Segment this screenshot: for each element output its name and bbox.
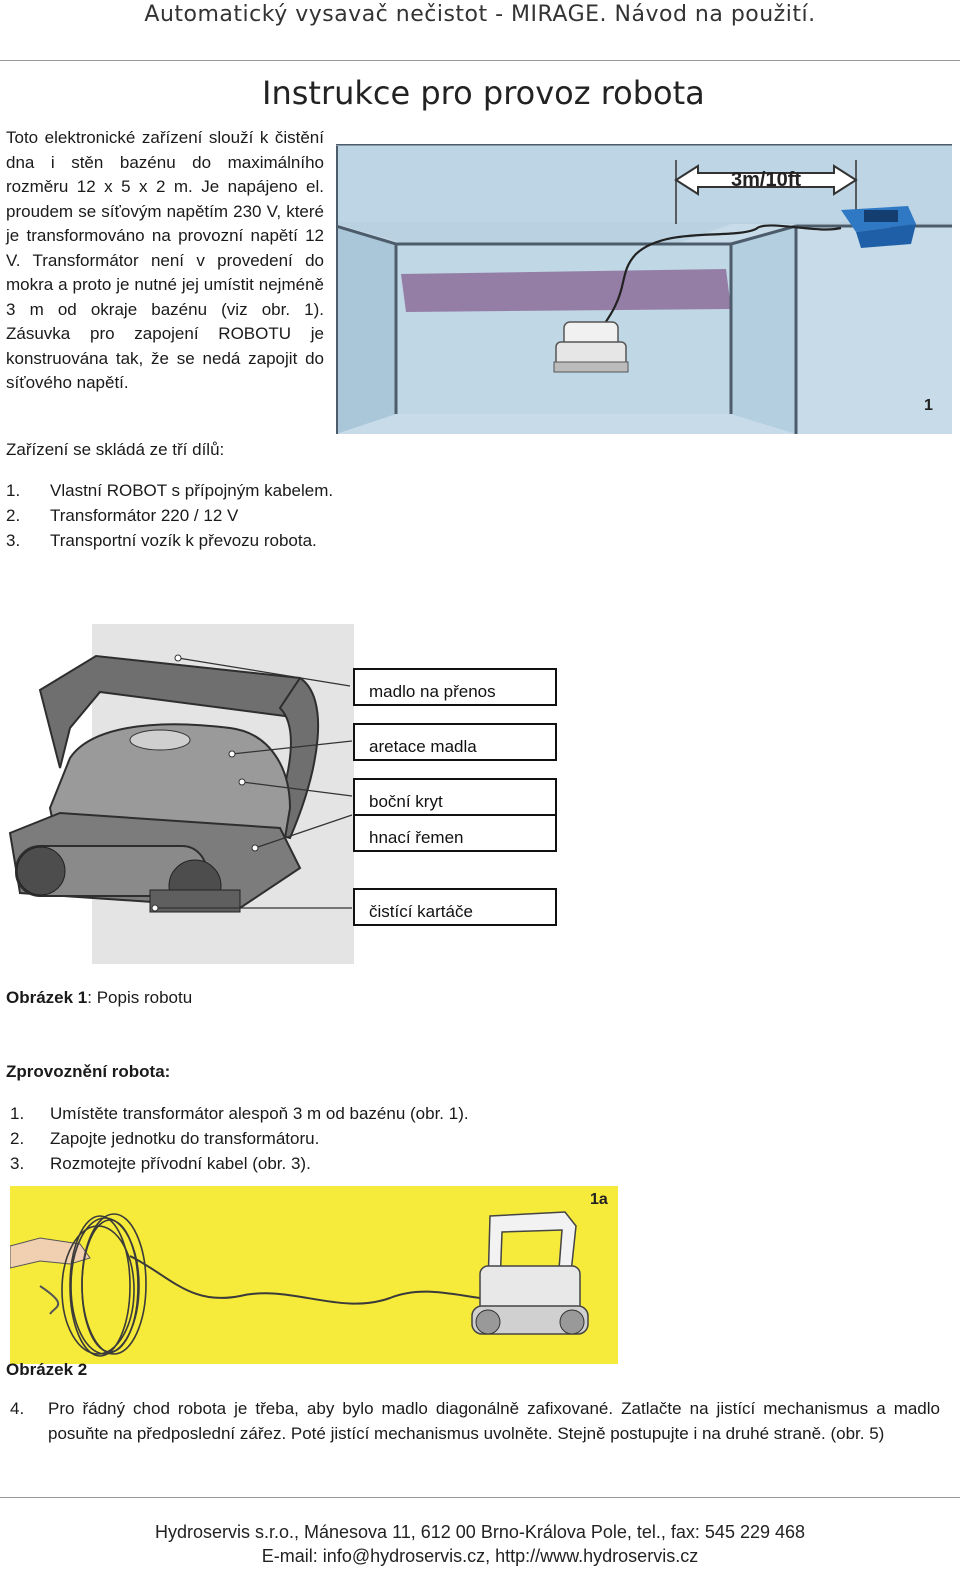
list-number: 4. (10, 1399, 25, 1418)
footer-address: Hydroservis s.r.o., Mánesova 11, 612 00 Brno-Králova Pole, tel., fax: 545 229 468 (154, 1522, 806, 1542)
list-text: Transformátor 220 / 12 V (50, 506, 239, 525)
list-number: 2. (10, 1129, 25, 1148)
label-text: aretace madla (369, 737, 477, 756)
intro-paragraph: Toto elektronické zařízení slouží k čistění dna i stěn bazénu do maximálního rozměru 12 x 5 x 2 m. Je napájeno el. proudem se síťovým napětím 230 V, které je transformováno na provozní napětí 12 V. Transformátor není v provedení do mokra a proto je nutné jej umístit nejméně 3 m od okraje bazénu (viz obr. 1). Zásuvka pro zapojení ROBOTU je konstruována tak, že se nedá zapojit do síťového napětí. (6, 128, 324, 392)
list-number: 2. (6, 506, 21, 525)
parts-heading: Zařízení se skládá ze tří dílů: (6, 440, 225, 459)
header-divider (0, 60, 960, 61)
step-4 (10, 1396, 940, 1446)
footer-contact: E-mail: info@hydroservis.cz, http://www.hydroservis.cz (261, 1546, 699, 1566)
list-item (6, 528, 426, 553)
parts-list (6, 478, 426, 553)
robot-icon (472, 1212, 588, 1334)
label-handle-lock (353, 723, 557, 761)
list-item (10, 1101, 570, 1126)
list-text: Umístěte transformátor alespoň 3 m od bazénu (obr. 1). (50, 1104, 469, 1123)
setup-list (10, 1101, 570, 1176)
list-number: 3. (6, 531, 21, 550)
label-cleaning-brushes (353, 888, 557, 926)
list-number: 1. (10, 1104, 25, 1123)
cable-illustration (10, 1186, 618, 1364)
list-number: 1. (6, 481, 21, 500)
section-title: Instrukce pro provoz robota (262, 74, 705, 112)
list-item (6, 478, 426, 503)
figure-caption-2: Obrázek 2 (6, 1360, 88, 1379)
document-header-title: Automatický vysavač nečistot - MIRAGE. Návod na použití. (144, 2, 816, 27)
list-text: Transportní vozík k převozu robota. (50, 531, 317, 550)
pool-water-surface (401, 269, 731, 312)
figure-number: 1 (924, 397, 933, 414)
caption-label: Obrázek 1 (6, 988, 88, 1007)
figure-caption-1 (6, 988, 192, 1008)
list-text: Pro řádný chod robota je třeba, aby bylo madlo diagonálně zafixované. Zatlačte na jistící mechanismus a madlo posuňte na předposlední zářez. Poté jistící mechanismus uvolněte. Stejně postupujte i na druhé straně. (obr. 5) (48, 1399, 940, 1443)
distance-label: 3m/10ft (730, 169, 802, 191)
list-item (10, 1151, 570, 1176)
list-number: 3. (10, 1154, 25, 1173)
label-text: hnací řemen (369, 828, 464, 847)
setup-heading: Zprovoznění robota: (6, 1062, 171, 1081)
label-text: čistící kartáče (369, 902, 473, 921)
label-side-cover (353, 778, 557, 816)
label-text: boční kryt (369, 792, 443, 811)
figure-number: 1a (590, 1191, 608, 1208)
list-item (10, 1126, 570, 1151)
list-item (6, 503, 426, 528)
label-drive-belt (353, 814, 557, 852)
label-text: madlo na přenos (369, 682, 496, 701)
robot-in-pool-icon (554, 322, 628, 372)
list-text: Zapojte jednotku do transformátoru. (50, 1129, 320, 1148)
label-carry-handle (353, 668, 557, 706)
footer-divider (0, 1497, 960, 1498)
caption-text: : Popis robotu (87, 988, 193, 1007)
list-text: Rozmotejte přívodní kabel (obr. 3). (50, 1154, 311, 1173)
pool-illustration (336, 144, 952, 434)
list-text: Vlastní ROBOT s přípojným kabelem. (50, 481, 334, 500)
